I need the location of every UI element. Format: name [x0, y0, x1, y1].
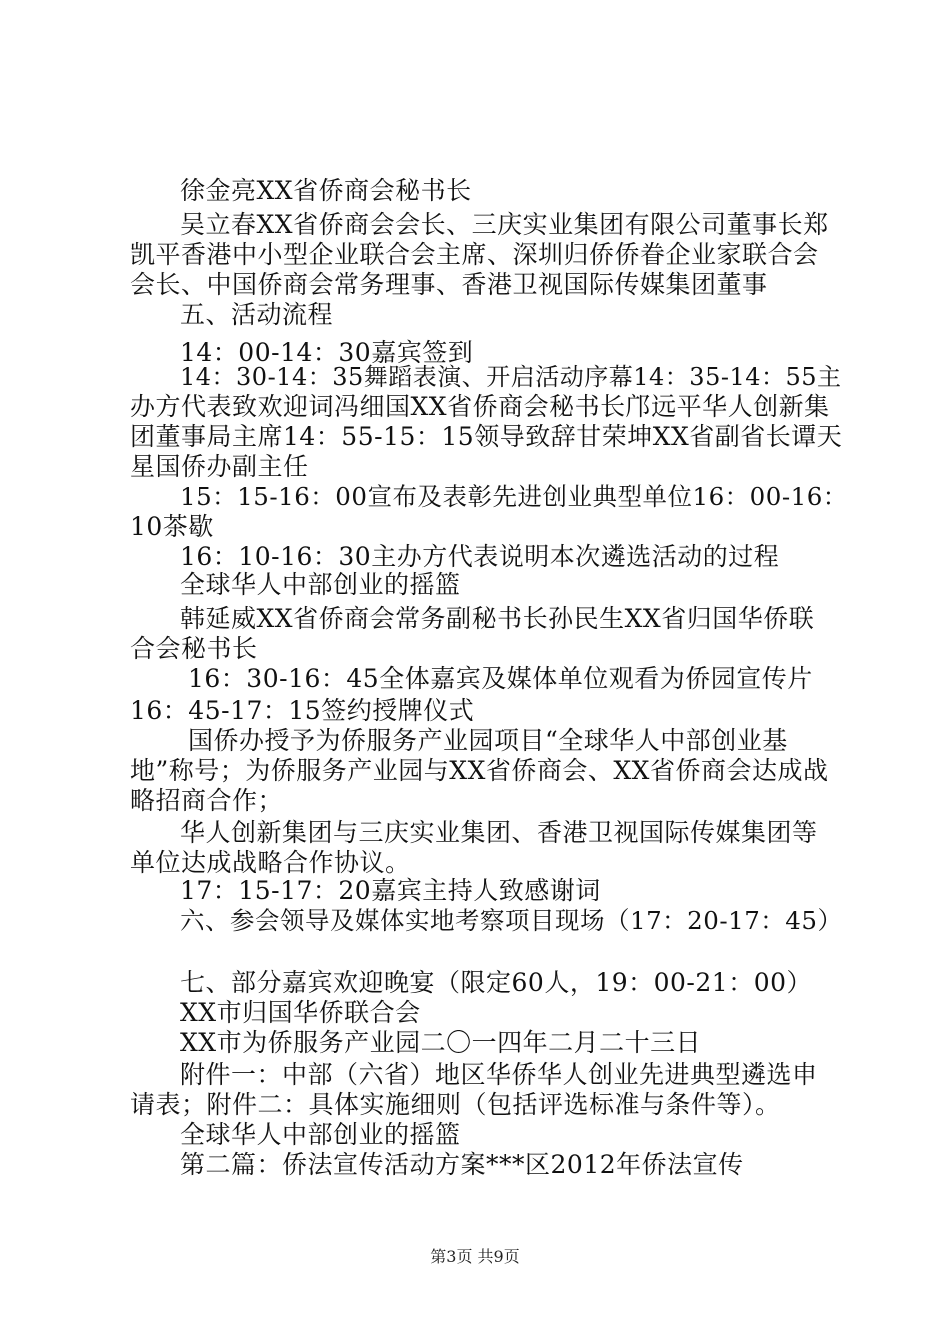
text-line: 合会秘书长: [130, 634, 258, 663]
text-line: 第二篇：侨法宣传活动方案***区2012年侨法宣传: [180, 1150, 744, 1179]
text-line: 14：00-14：30嘉宾签到: [180, 338, 474, 367]
text-line: 16：10-16：30主办方代表说明本次遴选活动的过程: [180, 542, 780, 571]
text-line: 10茶歇: [130, 512, 214, 541]
text-line: 全球华人中部创业的摇篮: [180, 570, 461, 599]
text-line: 华人创新集团与三庆实业集团、香港卫视国际传媒集团等: [180, 818, 818, 847]
text-line: XX市为侨服务产业园二〇一四年二月二十三日: [180, 1028, 702, 1057]
text-line: 办方代表致欢迎词冯细国XX省侨商会秘书长邝远平华人创新集: [130, 392, 830, 421]
text-line: 凯平香港中小型企业联合会主席、深圳归侨侨眷企业家联合会: [130, 240, 819, 269]
text-line: 14：30-14：35舞蹈表演、开启活动序幕14：35-14：55主: [180, 363, 842, 391]
text-line: 15：15-16：00宣布及表彰先进创业典型单位16：00-16：: [180, 482, 848, 511]
text-line: 五、活动流程: [180, 300, 334, 329]
text-line: XX市归国华侨联合会: [180, 998, 421, 1027]
text-line: 国侨办授予为侨服务产业园项目“全球华人中部创业基: [188, 726, 788, 755]
text-line: 单位达成战略合作协议。: [130, 848, 411, 877]
text-line: 徐金亮XX省侨商会秘书长: [180, 176, 472, 205]
text-line: 16：45-17：15签约授牌仪式: [130, 696, 475, 725]
text-line: 17：15-17：20嘉宾主持人致感谢词: [180, 876, 601, 905]
text-line: 六、参会领导及媒体实地考察项目现场（17：20-17：45）: [180, 906, 843, 935]
page-footer: 第3页 共9页: [430, 1247, 520, 1266]
text-line: 吴立春XX省侨商会会长、三庆实业集团有限公司董事长郑: [180, 210, 829, 239]
text-line: 会长、中国侨商会常务理事、香港卫视国际传媒集团董事: [130, 270, 768, 299]
text-line: 星国侨办副主任: [130, 452, 309, 481]
text-line: 团董事局主席14：55-15：15领导致辞甘荣坤XX省副省长谭天: [130, 422, 843, 451]
text-line: 七、部分嘉宾欢迎晚宴（限定60人，19：00-21：00）: [180, 968, 813, 997]
text-line: 附件一：中部（六省）地区华侨华人创业先进典型遴选申: [180, 1060, 818, 1089]
text-line: 16：30-16：45全体嘉宾及媒体单位观看为侨园宣传片: [188, 664, 813, 693]
text-line: 地”称号；为侨服务产业园与XX省侨商会、XX省侨商会达成战: [130, 756, 829, 785]
text-line: 请表；附件二：具体实施细则（包括评选标准与条件等）。: [130, 1090, 781, 1119]
text-line: 略招商合作；: [130, 786, 284, 815]
text-line: 全球华人中部创业的摇篮: [180, 1120, 461, 1149]
text-line: 韩延威XX省侨商会常务副秘书长孙民生XX省归国华侨联: [180, 604, 815, 633]
